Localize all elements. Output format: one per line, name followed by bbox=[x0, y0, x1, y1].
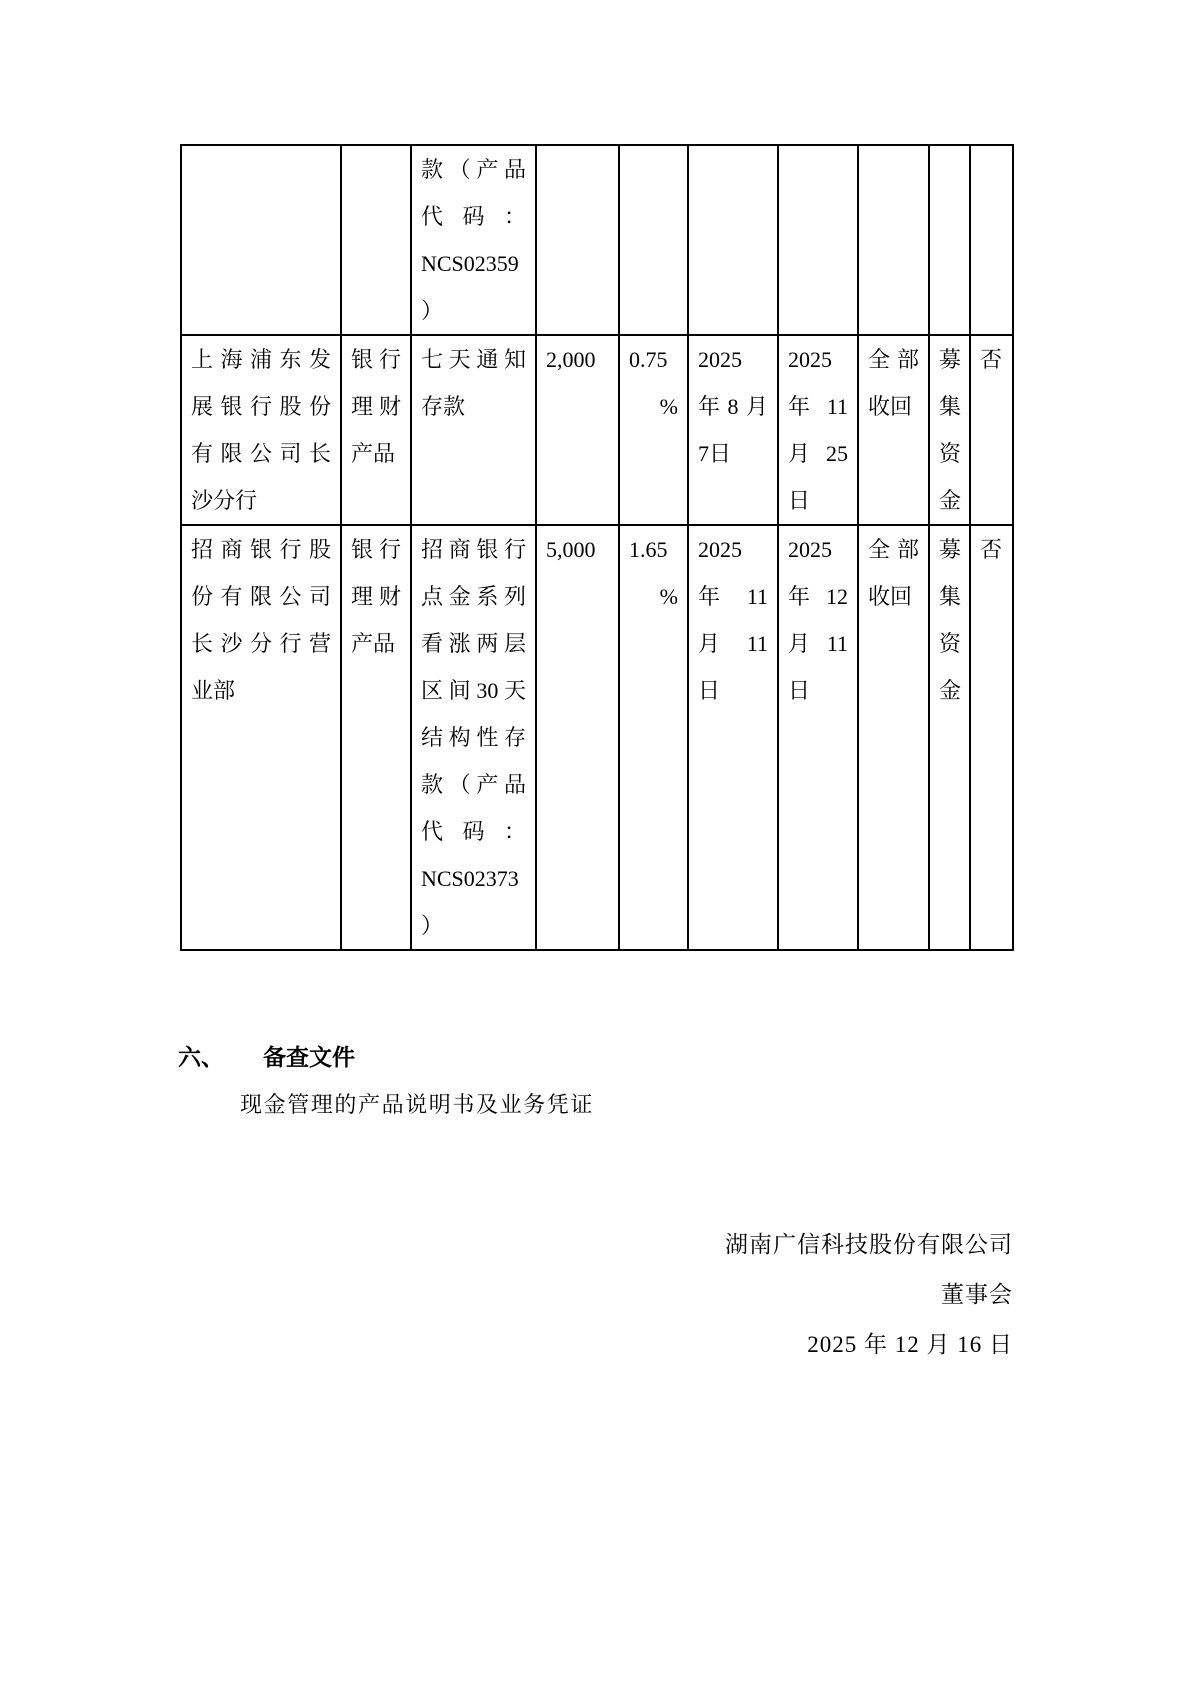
table-cell bbox=[181, 335, 341, 525]
cell-line: 年8月 bbox=[698, 394, 768, 419]
table-cell bbox=[858, 145, 929, 335]
table-cell bbox=[970, 525, 1013, 950]
cell-line: 资 bbox=[939, 631, 962, 656]
cell-line: 理财 bbox=[351, 394, 401, 419]
cell-line: 2025 bbox=[698, 537, 742, 562]
table-cell bbox=[929, 335, 970, 525]
cell-line: 存款 bbox=[421, 394, 466, 419]
table-row bbox=[181, 335, 1013, 525]
cell-line: 展银行股份 bbox=[191, 394, 331, 419]
cell-line: 收回 bbox=[868, 394, 913, 419]
cell-line: 沙分行 bbox=[191, 488, 258, 513]
cell-line: 理财 bbox=[351, 584, 401, 609]
cell-line: 业部 bbox=[191, 678, 236, 703]
cell-line: 否 bbox=[980, 537, 1003, 562]
cell-line: 款（产品 bbox=[421, 157, 526, 182]
table-cell bbox=[929, 525, 970, 950]
cell-line: 银行 bbox=[351, 347, 401, 372]
cell-line: 产品 bbox=[351, 441, 396, 466]
cell-line: % bbox=[659, 584, 678, 609]
table-cell bbox=[536, 145, 619, 335]
table-cell bbox=[181, 145, 341, 335]
cell-line: 2,000 bbox=[546, 347, 596, 372]
cell-line: 长沙分行营 bbox=[191, 631, 331, 656]
cell-line: 收回 bbox=[868, 584, 913, 609]
cell-line: 看涨两层 bbox=[421, 631, 526, 656]
table-row bbox=[181, 525, 1013, 950]
cell-line: NCS02359 bbox=[421, 251, 519, 276]
table-cell bbox=[341, 335, 411, 525]
cell-line: 招商银行股 bbox=[191, 537, 331, 562]
cell-line: 代码： bbox=[421, 819, 526, 844]
table-cell bbox=[619, 145, 688, 335]
signature-company: 湖南广信科技股份有限公司 bbox=[725, 1232, 1013, 1257]
table-cell bbox=[970, 145, 1013, 335]
signature-committee: 董事会 bbox=[941, 1282, 1013, 1307]
table-cell bbox=[858, 525, 929, 950]
cell-line: 月25 bbox=[788, 441, 848, 466]
cell-line: 1.65 bbox=[629, 537, 668, 562]
table-cell bbox=[688, 145, 778, 335]
table-cell bbox=[341, 145, 411, 335]
cell-line: 点金系列 bbox=[421, 584, 526, 609]
cell-line: 否 bbox=[980, 347, 1003, 372]
section-number: 六、 bbox=[178, 1044, 224, 1070]
cell-line: 月11 bbox=[698, 631, 768, 656]
table-cell bbox=[411, 145, 536, 335]
section-heading bbox=[178, 1044, 355, 1071]
table-cell bbox=[411, 525, 536, 950]
table-cell bbox=[619, 525, 688, 950]
table-cell bbox=[778, 335, 858, 525]
table-cell bbox=[341, 525, 411, 950]
cell-line: 2025 bbox=[788, 347, 832, 372]
cell-line: 月11 bbox=[788, 631, 848, 656]
cell-line: 募 bbox=[939, 347, 962, 372]
cell-line: 7日 bbox=[698, 441, 732, 466]
cell-line: 0.75 bbox=[629, 347, 668, 372]
cell-line: 产品 bbox=[351, 631, 396, 656]
table-cell bbox=[970, 335, 1013, 525]
section-body-text: 现金管理的产品说明书及业务凭证 bbox=[240, 1092, 595, 1117]
cell-line: ） bbox=[421, 298, 444, 323]
cell-line: 日 bbox=[788, 678, 811, 703]
cell-line: 年11 bbox=[698, 584, 768, 609]
cell-line: 集 bbox=[939, 584, 962, 609]
cell-line: 2025 bbox=[788, 537, 832, 562]
cell-line: 份有限公司 bbox=[191, 584, 331, 609]
cell-line: 年12 bbox=[788, 584, 848, 609]
cell-line: 集 bbox=[939, 394, 962, 419]
table-cell bbox=[858, 335, 929, 525]
cell-line: 金 bbox=[939, 488, 962, 513]
cell-line: 招商银行 bbox=[421, 537, 526, 562]
cell-line: 全部 bbox=[868, 347, 919, 372]
cell-line: 全部 bbox=[868, 537, 919, 562]
table-cell bbox=[619, 335, 688, 525]
cell-line: 区间30天 bbox=[421, 678, 526, 703]
signature-date: 2025 年 12 月 16 日 bbox=[807, 1332, 1013, 1357]
table-cell bbox=[778, 145, 858, 335]
cell-line: 有限公司长 bbox=[191, 441, 331, 466]
cell-line: NCS02373 bbox=[421, 866, 519, 891]
cell-line: 款（产品 bbox=[421, 772, 526, 797]
cell-line: 2025 bbox=[698, 347, 742, 372]
cell-line: % bbox=[659, 394, 678, 419]
cell-line: 5,000 bbox=[546, 537, 596, 562]
table-row bbox=[181, 145, 1013, 335]
section-title: 备查文件 bbox=[263, 1044, 355, 1070]
cell-line: 结构性存 bbox=[421, 725, 526, 750]
table-cell bbox=[536, 525, 619, 950]
table-cell bbox=[688, 335, 778, 525]
cash-management-table bbox=[180, 144, 1014, 951]
table-cell bbox=[929, 145, 970, 335]
cell-line: 资 bbox=[939, 441, 962, 466]
cell-line: 代码： bbox=[421, 204, 526, 229]
cell-line: 上海浦东发 bbox=[191, 347, 331, 372]
table-cell bbox=[536, 335, 619, 525]
cell-line: 金 bbox=[939, 678, 962, 703]
table-cell bbox=[181, 525, 341, 950]
cell-line: 日 bbox=[698, 678, 721, 703]
table-cell bbox=[688, 525, 778, 950]
signature-block bbox=[500, 1220, 1013, 1370]
cell-line: 年11 bbox=[788, 394, 848, 419]
table-cell bbox=[778, 525, 858, 950]
table-cell bbox=[411, 335, 536, 525]
cell-line: ） bbox=[421, 913, 444, 938]
cell-line: 银行 bbox=[351, 537, 401, 562]
cell-line: 募 bbox=[939, 537, 962, 562]
cell-line: 七天通知 bbox=[421, 347, 526, 372]
cell-line: 日 bbox=[788, 488, 811, 513]
